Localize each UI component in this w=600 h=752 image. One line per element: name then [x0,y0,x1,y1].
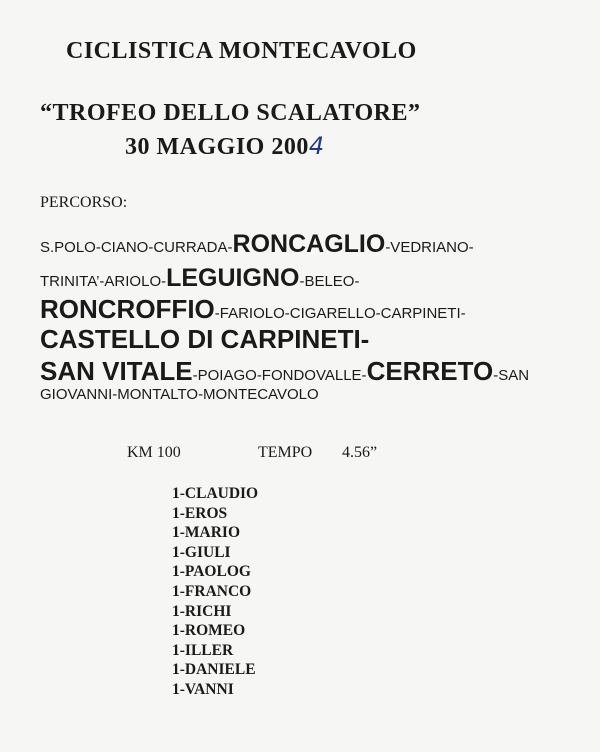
ranking-item: 1-RICHI [172,602,232,620]
trophy-title: “TROFEO DELLO SCALATORE” [40,100,421,126]
route-line-6: GIOVANNI-MONTALTO-MONTECAVOLO [40,386,319,403]
club-title: CICLISTICA MONTECAVOLO [66,38,417,64]
route-segment: -POIAGO-FONDOVALLE- [192,367,367,384]
date-handwritten-digit: 4 [308,132,325,160]
ranking-item: 1-CLAUDIO [172,485,259,502]
route-highlight: RONCAGLIO [232,230,386,258]
route-highlight: CERRETO [366,356,494,386]
ranking-list [172,484,258,700]
distance: KM 100 [127,444,181,461]
ranking-item: 1-EROS [172,504,228,522]
route-line-3 [40,294,466,325]
ranking-item: 1-PAOLOG [172,563,251,581]
route-segment: -SAN [493,367,530,384]
route-line-4 [40,324,369,355]
route-segment: -VEDRIANO- [385,239,474,256]
route-segment: -FARIOLO-CIGARELLO-CARPINETI- [214,305,466,322]
route-segment: - [360,324,370,354]
time-value: 4.56” [342,444,378,461]
route-segment: -BELEO- [299,273,360,290]
event-date [125,132,325,161]
ranking-item: 1-MARIO [172,524,241,542]
route-highlight: SAN VITALE [40,356,193,386]
route-segment: S.POLO-CIANO-CURRADA- [40,239,233,256]
ranking-item: 1-DANIELE [172,661,256,679]
ranking-item: 1-VANNI [172,680,234,698]
ranking-item: 1-GIULI [172,543,231,561]
date-printed: 30 MAGGIO 200 [125,134,309,160]
route-highlight: RONCROFFIO [40,294,215,324]
ranking-item: 1-FRANCO [172,582,252,600]
route-highlight: CASTELLO DI CARPINETI [40,324,361,354]
route-highlight: LEGUIGNO [166,264,300,292]
ranking-item: 1-ILLER [172,641,234,659]
ranking-item: 1-ROMEO [172,622,246,640]
route-line-2 [40,264,359,293]
time-label: TEMPO [258,444,313,461]
route-line-1 [40,230,474,259]
route-line-5 [40,356,529,387]
route-label: PERCORSO: [40,194,128,211]
route-segment: TRINITA’-ARIOLO- [40,273,167,290]
